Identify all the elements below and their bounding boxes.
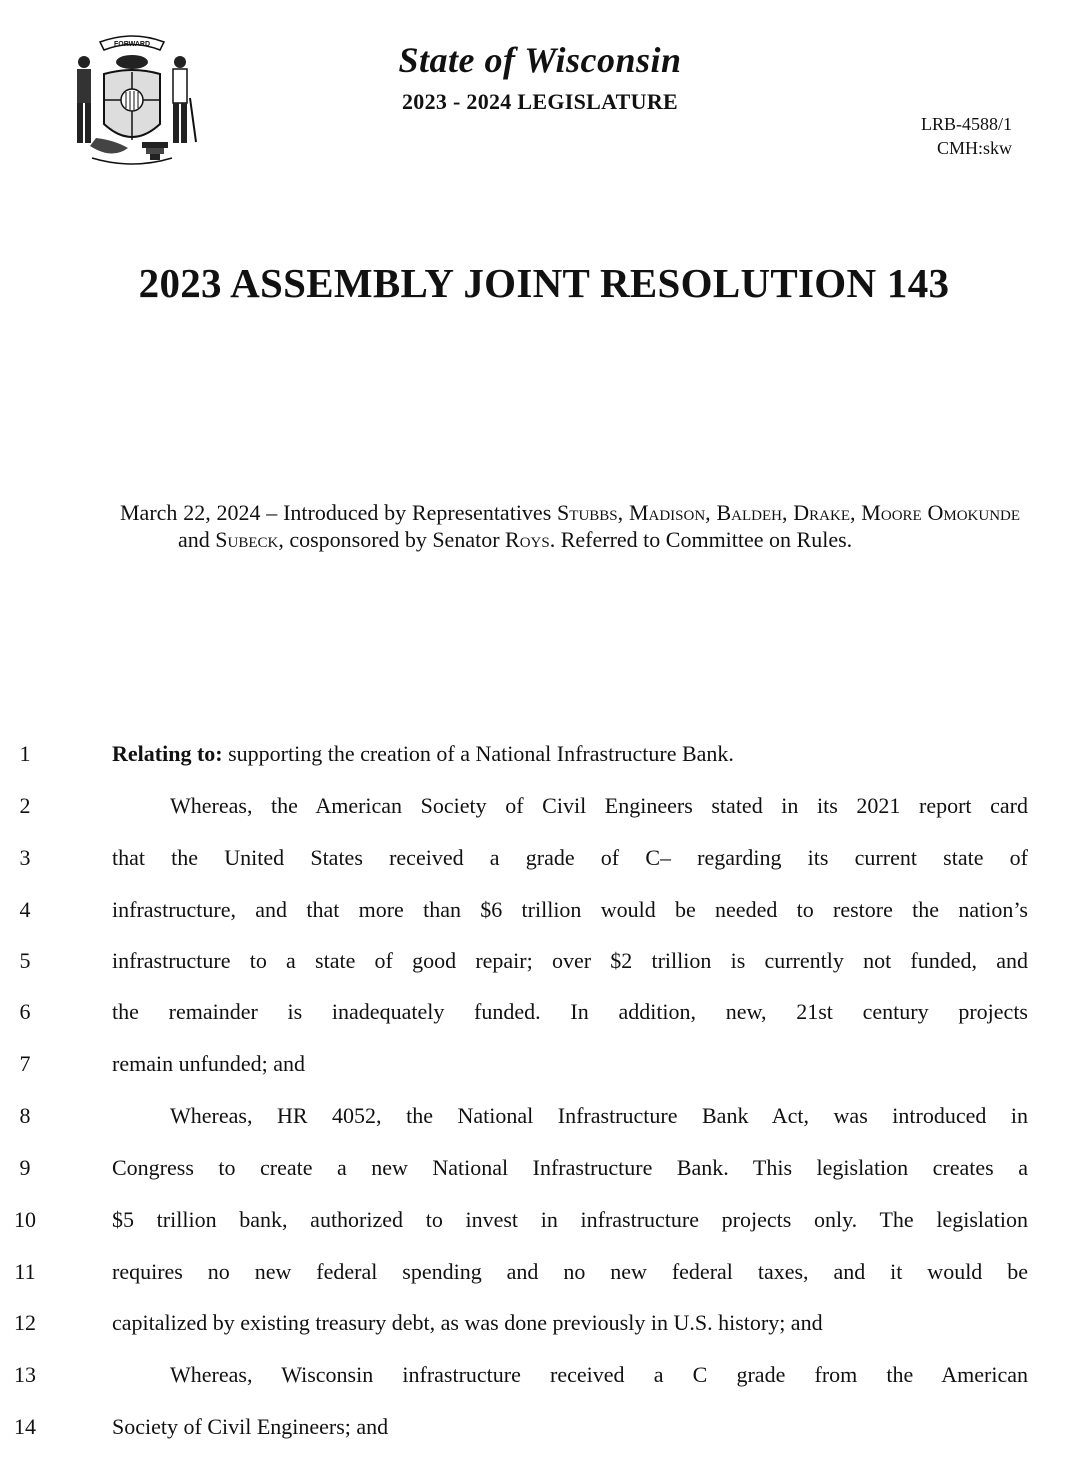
legislature-session: 2023 - 2024 LEGISLATURE xyxy=(401,89,679,114)
line-text: Whereas, Wisconsin infrastructure received a C grade from the American xyxy=(170,1362,1028,1387)
numbered-line xyxy=(0,1305,1088,1357)
numbered-line xyxy=(0,892,1088,944)
numbered-line xyxy=(0,1098,1088,1150)
line-text: requires no new federal spending and no new federal taxes, and it would be xyxy=(112,1259,1028,1284)
line-number: 2 xyxy=(19,793,31,818)
introduction-paragraph: March 22, 2024 – Introduced by Representatives Stubbs, Madison, Baldeh, Drake, Moore Omokunde and Subeck, cosponsored by Senator Roys. Referred to Committee on Rules. xyxy=(120,500,1021,552)
state-title: State of Wisconsin xyxy=(398,40,682,80)
lrb-reference xyxy=(921,112,1012,160)
representative: Drake xyxy=(793,500,850,525)
line-number: 13 xyxy=(14,1362,36,1387)
line-number: 3 xyxy=(19,845,31,870)
numbered-line xyxy=(0,736,1088,788)
line-number: 8 xyxy=(19,1103,31,1128)
representative: Baldeh xyxy=(716,500,782,525)
line-text: $5 trillion bank, authorized to invest in infrastructure projects only. The legislation xyxy=(112,1207,1028,1232)
intro-date: March 22, 2024 xyxy=(120,500,261,525)
representative: Madison xyxy=(628,500,706,525)
line-text: that the United States received a grade of C– regarding its current state of xyxy=(112,845,1028,870)
line-text: Congress to create a new National Infrastructure Bank. This legislation creates a xyxy=(112,1155,1028,1180)
numbered-line xyxy=(0,1409,1088,1461)
line-number: 4 xyxy=(19,897,31,922)
numbered-line xyxy=(0,1046,1088,1098)
senator: Roys xyxy=(505,527,550,552)
line-text: remain unfunded; and xyxy=(112,1051,306,1076)
line-number: 6 xyxy=(19,999,31,1024)
representative: Moore Omokunde xyxy=(861,500,1021,525)
line-number: 9 xyxy=(19,1155,31,1180)
numbered-line xyxy=(0,1254,1088,1306)
resolution-title: 2023 ASSEMBLY JOINT RESOLUTION 143 xyxy=(138,260,950,306)
relating-to-label: Relating to: xyxy=(112,741,223,766)
line-text: Whereas, HR 4052, the National Infrastructure Bank Act, was introduced in xyxy=(170,1103,1028,1128)
numbered-line xyxy=(0,994,1088,1046)
svg-text:FORWARD: FORWARD xyxy=(113,41,151,48)
wisconsin-seal-icon xyxy=(62,28,202,170)
line-number: 14 xyxy=(14,1414,36,1439)
line-number: 12 xyxy=(14,1310,36,1335)
line-text: Relating to: supporting the creation of a National Infrastructure Bank. xyxy=(112,741,734,766)
line-text: infrastructure, and that more than $6 trillion would be needed to restore the nation’s xyxy=(112,897,1028,922)
numbered-line xyxy=(0,1150,1088,1202)
line-number: 5 xyxy=(19,948,31,973)
numbered-line xyxy=(0,1357,1088,1409)
line-number: 10 xyxy=(14,1207,36,1232)
line-number: 1 xyxy=(19,741,31,766)
numbered-line xyxy=(0,943,1088,995)
numbered-line xyxy=(0,840,1088,892)
line-text: Whereas, the American Society of Civil Engineers stated in its 2021 report card xyxy=(170,793,1028,818)
line-number: 11 xyxy=(14,1259,36,1284)
line-text: Society of Civil Engineers; and xyxy=(112,1414,389,1439)
representative: Stubbs xyxy=(557,500,618,525)
line-text: capitalized by existing treasury debt, as was done previously in U.S. history; and xyxy=(112,1310,823,1335)
line-number: 7 xyxy=(19,1051,31,1076)
line-text: infrastructure to a state of good repair; over $2 trillion is currently not funded, and xyxy=(112,948,1028,973)
lrb-number: LRB-4588/1 xyxy=(920,114,1012,134)
line-text: the remainder is inadequately funded. In addition, new, 21st century projects xyxy=(112,999,1028,1024)
drafter-code: CMH:skw xyxy=(936,138,1012,158)
representative: Subeck xyxy=(215,527,279,552)
numbered-line xyxy=(0,788,1088,840)
numbered-line xyxy=(0,1202,1088,1254)
